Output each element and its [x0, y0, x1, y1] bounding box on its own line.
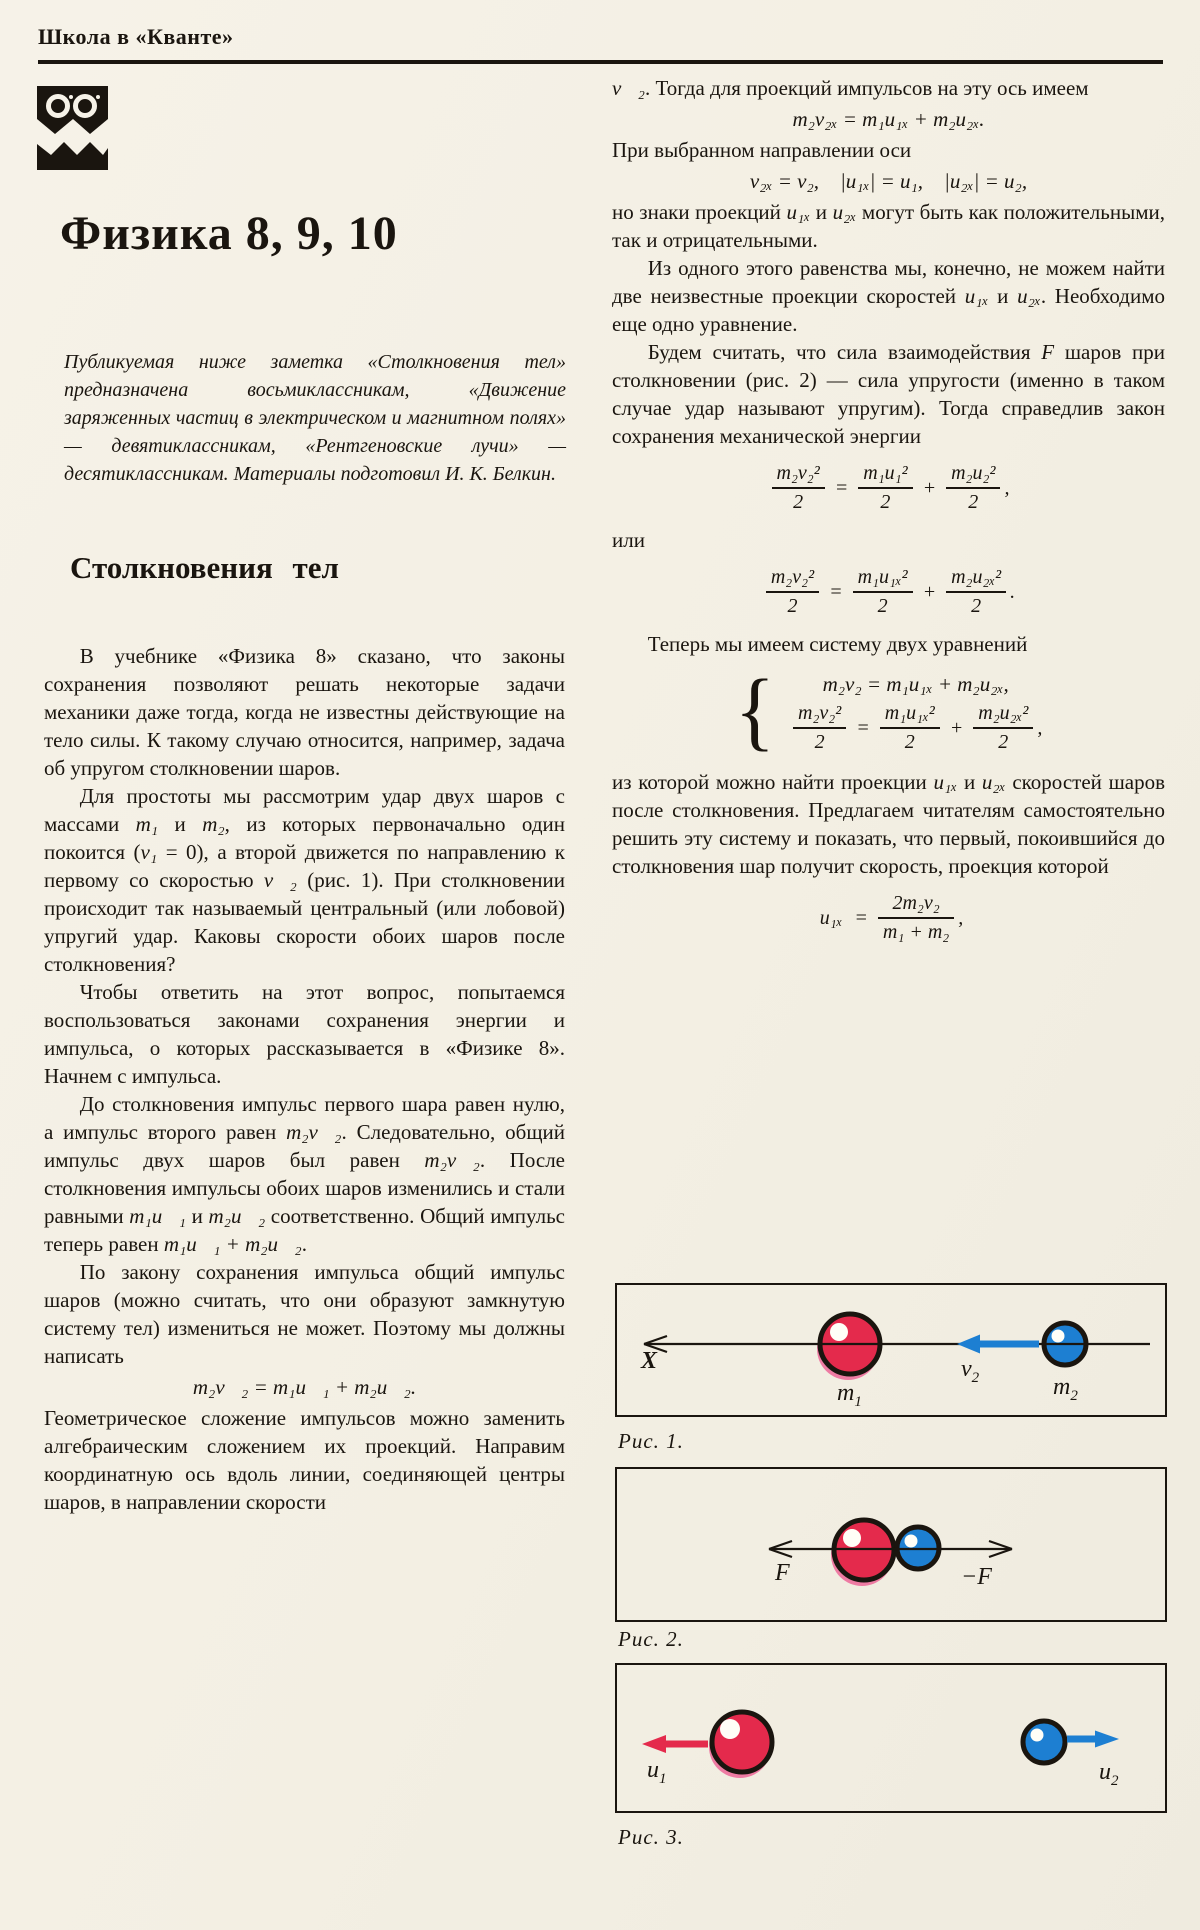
ball2-highlight: [905, 1535, 918, 1548]
fraction: [878, 892, 954, 944]
system-equation-1: m₂v₂ = m₁u₁ₓ + m₂u₂ₓ,: [822, 672, 1009, 696]
intro-note: Публикуемая ниже заметка «Столкновения тел» предназначена восьмиклассникам, «Движение заряженных частиц в электрическом и магнитном полях» — девятиклассникам, «Рентгеновские лучи» — десятиклассникам. Материалы подготовил И. К. Белкин.: [64, 351, 566, 485]
paragraph: или: [612, 528, 645, 552]
operator: +: [949, 717, 964, 739]
paragraph: Из одного этого равенства мы, конечно, не можем найти две неизвестные проекции скоростей u₁ₓ и u₂ₓ. Необходимо еще одно уравнение.: [612, 256, 1165, 336]
paragraph: В учебнике «Физика 8» сказано, что законы сохранения позволяют решать некоторые задачи механики даже тогда, когда не известны действующие на тело силы. К такому случаю относится, например, задача об упругом столкновении шаров.: [44, 644, 565, 780]
v2-arrowhead-icon: [957, 1335, 980, 1354]
figure-2: [615, 1467, 1167, 1622]
fraction: [772, 462, 825, 514]
force-f-label: F: [775, 1560, 790, 1586]
punctuation: ,: [958, 907, 964, 929]
paragraph: Для простоты мы рассмотрим удар двух шаров с массами m₁ и m₂, из которых первоначально один покоится (v₁ = 0), а второй движется по направлению к первому со скоростью v⃗₂ (рис. 1). При столкновении происходит так называемый центральный (или лобовой) упругий удар. Каковы скорости обоих шаров после столкновения?: [44, 784, 565, 976]
frac-denominator: 2: [853, 591, 913, 618]
frac-denominator: 2: [772, 487, 825, 514]
frac-numerator: m₂u₂²: [951, 462, 996, 484]
figure-3: [615, 1663, 1167, 1813]
result-lhs: u₁ₓ: [819, 907, 843, 929]
right-column: [612, 74, 1165, 956]
ball1-red: [712, 1712, 772, 1772]
fraction: [973, 702, 1033, 754]
ball1-highlight: [843, 1529, 861, 1547]
frac-numerator: m₁u₁ₓ²: [857, 566, 908, 588]
operator: +: [922, 581, 937, 603]
system-equation-2: [789, 702, 1042, 754]
header-rule: [38, 60, 1163, 64]
fraction: [946, 566, 1006, 618]
fraction: [880, 702, 940, 754]
ball2-highlight: [1031, 1729, 1044, 1742]
punctuation: ,: [1037, 717, 1043, 739]
ball2-blue: [1023, 1721, 1065, 1763]
left-column: [44, 642, 565, 1516]
rubric-header: Школа в «Кванте»: [38, 24, 234, 49]
frac-numerator: m₂u₂ₓ²: [951, 566, 1002, 588]
frac-denominator: 2: [766, 591, 819, 618]
figure-3-caption: Рис. 3.: [618, 1825, 684, 1849]
fraction: [766, 566, 819, 618]
axis-label: X: [641, 1348, 658, 1374]
frac-denominator: 2: [973, 727, 1033, 754]
ball1-highlight: [830, 1323, 848, 1341]
paragraph: По закону сохранения импульса общий импульс шаров (можно считать, что они образуют замкнутую систему тел) измениться не может. Поэтому мы должны написать: [44, 1260, 565, 1368]
article-title: Физика 8, 9, 10: [60, 207, 398, 260]
frac-denominator: 2: [793, 727, 846, 754]
operator: =: [829, 581, 843, 603]
v2-label: $v_2$: [961, 1356, 980, 1386]
force-minus-f-label: −F: [961, 1564, 992, 1590]
frac-numerator: 2m₂v₂: [892, 892, 940, 914]
u2-arrow-shaft: [1067, 1736, 1098, 1743]
operator: =: [856, 717, 870, 739]
frac-denominator: 2: [858, 487, 912, 514]
frac-numerator: m₂v₂²: [798, 702, 842, 724]
equation-system: [612, 661, 1165, 760]
frac-numerator: m₂u₂ₓ²: [978, 702, 1029, 724]
fraction: [853, 566, 913, 618]
fraction: [793, 702, 846, 754]
frac-denominator: 2: [880, 727, 940, 754]
punctuation: ,: [1004, 477, 1010, 499]
figure-2-caption: Рис. 2.: [618, 1627, 684, 1651]
u1-arrow-shaft: [664, 1741, 708, 1748]
frac-numerator: m₁u₁ₓ²: [884, 702, 935, 724]
v2-arrow-shaft: [977, 1341, 1039, 1348]
fraction: [946, 462, 1000, 514]
formula-axis-values: v₂ₓ = v₂, |u₁ₓ| = u₁, |u₂ₓ| = u₂,: [749, 169, 1028, 193]
operator: +: [922, 477, 937, 499]
figure-1-caption: Рис. 1.: [618, 1429, 684, 1453]
ball2-highlight: [1052, 1330, 1065, 1343]
u2-arrowhead-icon: [1095, 1731, 1119, 1748]
frac-denominator: 2: [946, 591, 1006, 618]
system-brace: {: [734, 661, 776, 760]
paragraph: из которой можно найти проекции u₁ₓ и u₂ₓ скоростей шаров после столкновения. Предлагаем читателям самостоятельно решить эту систему и показать, что первый, покоившийся до столкновения шар получит скорость, проекция которой: [612, 770, 1165, 878]
formula-momentum-conservation: m₂v⃗₂ = m₁u⃗₁ + m₂u⃗₂.: [192, 1375, 417, 1399]
school-rubric-logo-icon: [37, 86, 109, 170]
figure-1: [615, 1283, 1167, 1417]
figure-2-drawing: [617, 1469, 1165, 1620]
m1-label: $m_1$: [837, 1380, 862, 1410]
u1-label: $u_1$: [647, 1757, 667, 1787]
paragraph: При выбранном направлении оси: [612, 138, 912, 162]
frac-numerator: m₂v₂²: [776, 462, 820, 484]
operator: =: [854, 907, 868, 929]
formula-energy-projections: [612, 566, 1165, 618]
formula-result: [612, 892, 1165, 944]
formula-energy: [612, 462, 1165, 514]
paragraph: Чтобы ответить на этот вопрос, попытаемся воспользоваться законами сохранения энергии и импульса, о которых рассказывается в «Физике 8». Начнем с импульса.: [44, 980, 565, 1088]
frac-denominator: m₁ + m₂: [878, 917, 954, 944]
paragraph: До столкновения импульс первого шара равен нулю, а импульс второго равен m₂v⃗₂. Следовательно, общий импульс двух шаров был равен m₂v⃗₂. После столкновения импульсы обоих шаров изменились и стали равными m₁u⃗₁ и m₂u⃗₂ соответственно. Общий импульс теперь равен m₁u⃗₁ + m₂u⃗₂.: [44, 1092, 565, 1256]
paragraph: Будем считать, что сила взаимодействия F шаров при столкновении (рис. 2) — сила упругости (именно в таком случае удар называют упругим). Тогда справедлив закон сохранения механической энергии: [612, 340, 1165, 448]
u2-label: $u_2$: [1099, 1759, 1119, 1789]
punctuation: .: [1010, 581, 1016, 603]
paragraph: v⃗₂. Тогда для проекций импульсов на эту ось имеем: [612, 76, 1089, 100]
ball1-highlight: [720, 1719, 740, 1739]
frac-denominator: 2: [946, 487, 1000, 514]
figure-3-drawing: [617, 1665, 1165, 1811]
m2-label: $m_2$: [1053, 1374, 1078, 1404]
frac-numerator: m₂v₂²: [770, 566, 815, 588]
formula-projection: m₂v₂ₓ = m₁u₁ₓ + m₂u₂ₓ.: [792, 107, 985, 131]
fraction: [858, 462, 912, 514]
u1-arrowhead-icon: [642, 1735, 666, 1753]
paragraph: Геометрическое сложение импульсов можно заменить алгебраическим сложением их проекций. Направим координатную ось вдоль линии, соединяющей центры шаров, в направлении скорости: [44, 1406, 565, 1514]
paragraph: Теперь мы имеем систему двух уравнений: [647, 632, 1028, 656]
frac-numerator: m₁u₁²: [863, 462, 908, 484]
operator: =: [834, 477, 849, 499]
figure-1-drawing: [617, 1285, 1165, 1415]
system-rows: [789, 668, 1042, 754]
paragraph: но знаки проекций u₁ₓ и u₂ₓ могут быть как положительными, так и отрицательными.: [612, 200, 1165, 252]
section-title: Столкновения тел: [70, 550, 339, 585]
